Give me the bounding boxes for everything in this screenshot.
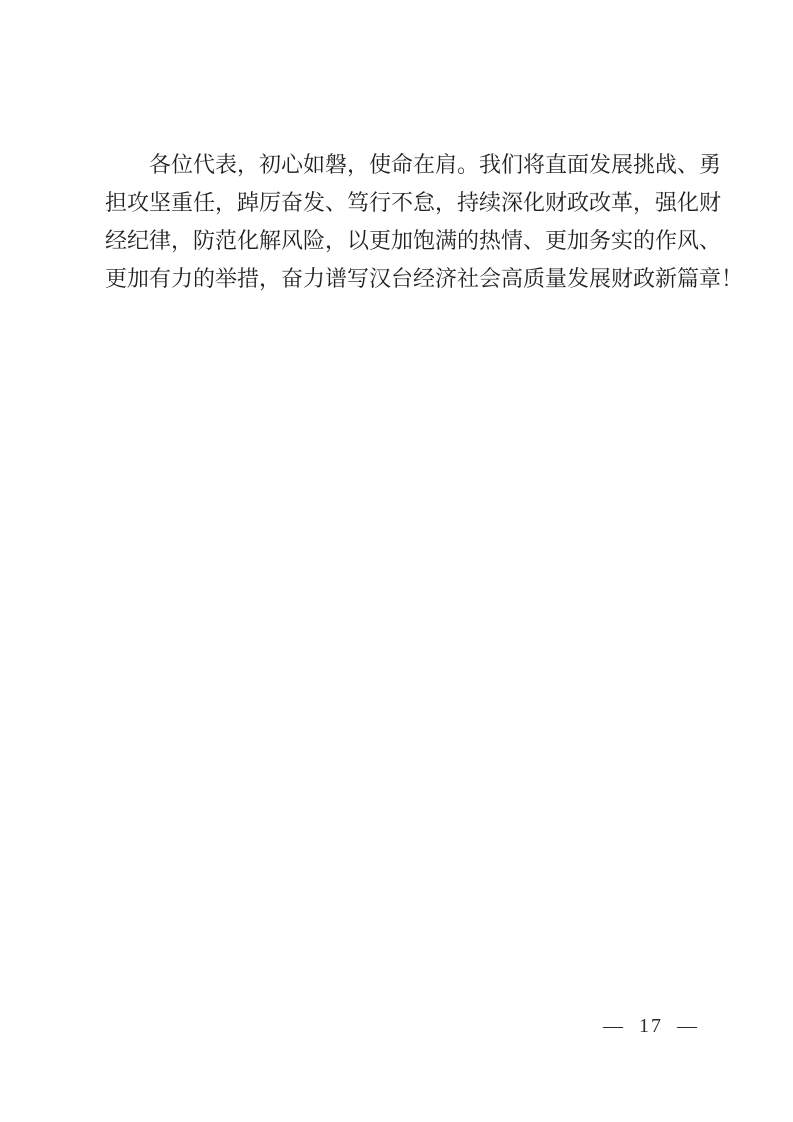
page-number: — 17 — [603, 1015, 699, 1037]
closing-paragraph [105, 146, 744, 298]
paragraph-line-2: 担攻坚重任，踔厉奋发、笃行不怠，持续深化财政改革，强化财 [105, 190, 722, 215]
paragraph-line-3: 经纪律，防范化解风险，以更加饱满的热情、更加务实的作风、 [105, 228, 722, 253]
paragraph-line-4: 更加有力的举措，奋力谱写汉台经济社会高质量发展财政新篇章！ [105, 266, 744, 291]
paragraph-line-1: 各位代表，初心如磐，使命在肩。我们将直面发展挑战、勇 [149, 152, 722, 177]
